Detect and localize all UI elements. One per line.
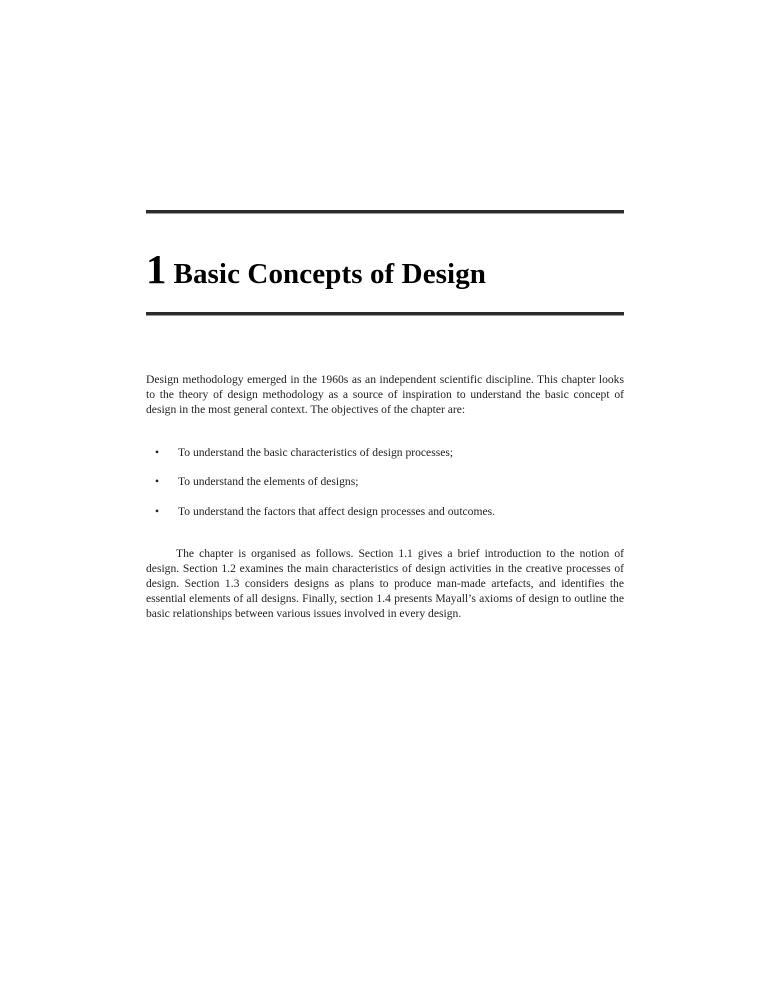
heading-rule-bottom-thin — [146, 315, 624, 316]
spacer-after-objectives — [146, 519, 624, 547]
heading-rule-top-thin — [146, 213, 624, 214]
list-item — [146, 505, 624, 520]
list-item-label: To understand the basic characteristics of design processes; — [178, 445, 454, 459]
page-title — [146, 216, 624, 312]
chapter-heading-block — [146, 210, 624, 318]
spacer-before-objectives — [146, 418, 624, 446]
outline-paragraph: The chapter is organised as follows. Section 1.1 gives a brief introduction to the notion of design. Section 1.2 examines the main characteristics of design activities in the creative processes of design. Section 1.3 considers designs as plans to produce man-made artefacts, and identifies the essential elements of all designs. Finally, section 1.4 presents Mayall’s axioms of design to outline the basic relationships between various issues involved in every design. — [146, 547, 624, 621]
bullet-icon: • — [155, 504, 160, 518]
bullet-icon: • — [155, 445, 160, 459]
list-item-label: To understand the elements of designs; — [178, 475, 359, 489]
heading-rule-bottom — [146, 312, 624, 318]
list-item-label: To understand the factors that affect design processes and outcomes. — [178, 504, 496, 518]
intro-paragraph: Design methodology emerged in the 1960s as an independent scientific discipline. This chapter looks to the theory of design methodology as a source of inspiration to understand the basic concept of design in the most general context. The objectives of the chapter are: — [146, 373, 624, 416]
heading-rule-top — [146, 210, 624, 216]
list-item — [146, 475, 624, 490]
bullet-icon: • — [155, 475, 160, 489]
list-item — [146, 446, 624, 461]
chapter-number: 1 — [146, 246, 167, 292]
chapter-body — [146, 373, 624, 622]
chapter-title-text: Basic Concepts of Design — [173, 258, 487, 290]
objectives-list — [146, 446, 624, 520]
